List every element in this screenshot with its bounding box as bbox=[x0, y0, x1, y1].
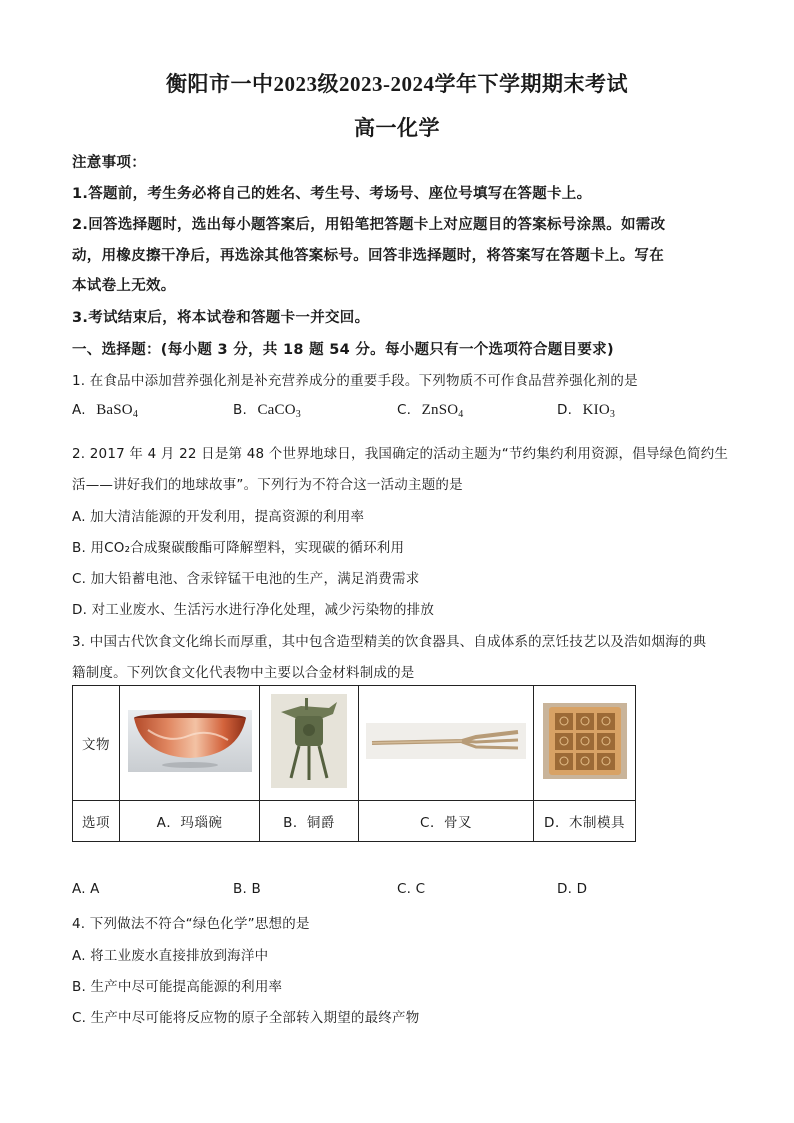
formula-base: CaCO bbox=[257, 402, 296, 418]
q2-stem-line1: 2. 2017 年 4 月 22 日是第 48 个世界地球日，我国确定的活动主题为“节约集约利用资源，倡导绿色简约生 bbox=[72, 446, 729, 462]
bone-fork-image bbox=[366, 723, 526, 759]
q1-option-b bbox=[233, 402, 301, 419]
q3-answer-a: A. A bbox=[72, 881, 100, 897]
q4-option-b: B. 生产中尽可能提高能源的利用率 bbox=[72, 979, 283, 995]
formula-base: BaSO bbox=[96, 402, 133, 418]
q2-option-d: D. 对工业废水、生活污水进行净化处理，减少污染物的排放 bbox=[72, 602, 435, 618]
q1-option-a bbox=[72, 402, 138, 419]
q3-answer-d: D. D bbox=[557, 881, 588, 897]
artifact-label-c: C．骨叉 bbox=[359, 801, 534, 842]
notice-item-1: 1.答题前，考生务必将自己的姓名、考生号、考场号、座位号填写在答题卡上。 bbox=[72, 186, 592, 202]
q2-option-b: B. 用CO₂合成聚碳酸酯可降解塑料，实现碳的循环利用 bbox=[72, 540, 405, 556]
row-label-artifact: 文物 bbox=[73, 686, 120, 801]
artifact-cell-c bbox=[359, 686, 534, 801]
formula-sub: 4 bbox=[132, 409, 139, 420]
q1-stem: 1. 在食品中添加营养强化剂是补充营养成分的重要手段。下列物质不可作食品营养强化剂的是 bbox=[72, 373, 638, 389]
q3-stem-line1: 3. 中国古代饮食文化绵长而厚重，其中包含造型精美的饮食器具、自成体系的烹饪技艺以及浩如烟海的典 bbox=[72, 634, 707, 650]
notice-item-2-line3: 本试卷上无效。 bbox=[72, 278, 176, 294]
artifact-cell-b bbox=[260, 686, 359, 801]
row-label-option: 选项 bbox=[73, 801, 120, 842]
option-letter: A. bbox=[72, 402, 86, 418]
q4-option-a: A. 将工业废水直接排放到海洋中 bbox=[72, 948, 269, 964]
artifact-cell-d bbox=[534, 686, 636, 801]
formula-base: KIO bbox=[582, 402, 610, 418]
wooden-mold-image bbox=[543, 703, 627, 779]
q1-option-c bbox=[397, 402, 463, 419]
q1-option-d bbox=[557, 402, 615, 419]
exam-title: 衡阳市一中2023级2023-2024学年下学期期末考试 bbox=[166, 72, 628, 96]
q2-stem-line2: 活——讲好我们的地球故事”。下列行为不符合这一活动主题的是 bbox=[72, 477, 463, 493]
q3-stem-line2: 籍制度。下列饮食文化代表物中主要以合金材料制成的是 bbox=[72, 665, 415, 681]
notice-item-2-line1: 2.回答选择题时，选出每小题答案后，用铅笔把答题卡上对应题目的答案标号涂黑。如需改 bbox=[72, 217, 666, 233]
q3-answer-c: C. C bbox=[397, 881, 426, 897]
agate-bowl-image bbox=[128, 710, 252, 772]
artifact-cell-a bbox=[120, 686, 260, 801]
formula-sub: 4 bbox=[458, 409, 464, 420]
notice-heading: 注意事项： bbox=[72, 155, 146, 171]
option-letter: B. bbox=[233, 402, 247, 418]
option-letter: D. bbox=[557, 402, 573, 418]
q3-answer-b: B. B bbox=[233, 881, 261, 897]
notice-item-2-line2: 动，用橡皮擦干净后，再选涂其他答案标号。回答非选择题时，将答案写在答题卡上。写在 bbox=[72, 248, 664, 264]
artifact-label-b: B．铜爵 bbox=[260, 801, 359, 842]
artifact-label-a: A．玛瑙碗 bbox=[120, 801, 260, 842]
formula-sub: 3 bbox=[609, 409, 616, 420]
q4-option-c: C. 生产中尽可能将反应物的原子全部转入期望的最终产物 bbox=[72, 1010, 420, 1026]
bronze-jue-image bbox=[271, 694, 347, 788]
q4-stem: 4. 下列做法不符合“绿色化学”思想的是 bbox=[72, 916, 310, 932]
artifact-label-d: D．木制模具 bbox=[534, 801, 636, 842]
option-letter: C. bbox=[397, 402, 412, 418]
q2-option-a: A. 加大清洁能源的开发利用，提高资源的利用率 bbox=[72, 509, 365, 525]
notice-item-3: 3.考试结束后，将本试卷和答题卡一并交回。 bbox=[72, 310, 370, 326]
section-heading: 一、选择题：(每小题 3 分，共 18 题 54 分。每小题只有一个选项符合题目要求) bbox=[72, 342, 614, 358]
artifact-table bbox=[72, 685, 636, 842]
formula-sub: 3 bbox=[295, 409, 301, 420]
q2-option-c: C. 加大铅蓄电池、含汞锌锰干电池的生产，满足消费需求 bbox=[72, 571, 420, 587]
formula-base: ZnSO bbox=[421, 402, 459, 418]
exam-subject: 高一化学 bbox=[354, 116, 440, 140]
